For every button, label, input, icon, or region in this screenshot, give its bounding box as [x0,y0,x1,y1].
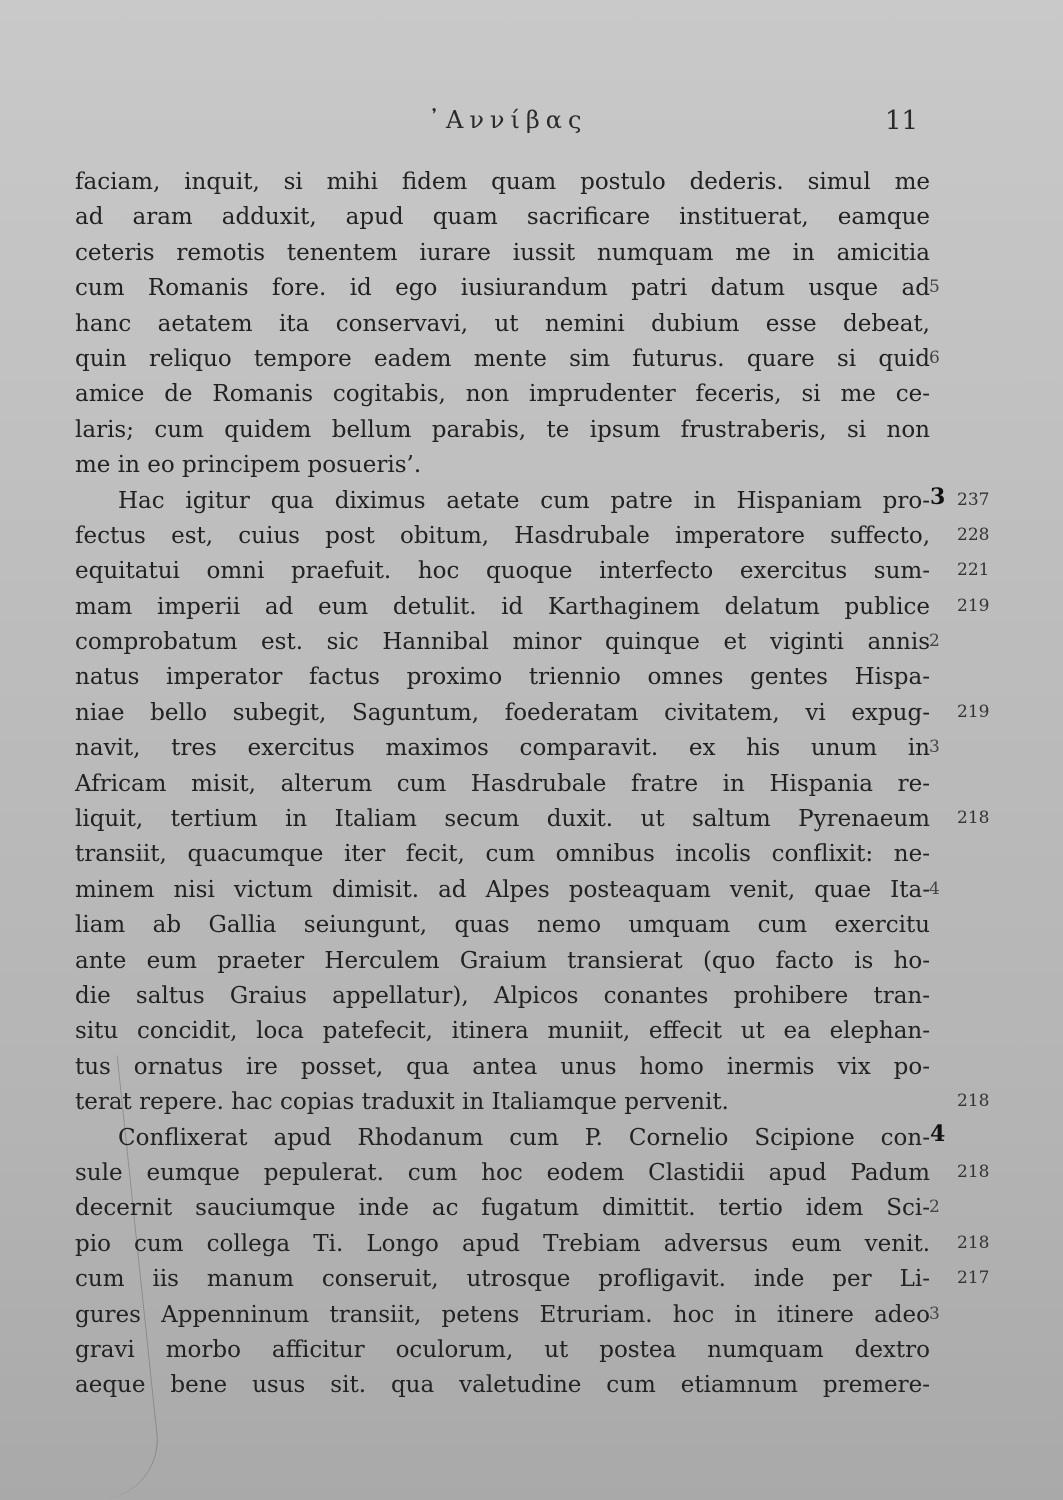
margin-line-number: 4 [929,878,940,899]
text-line [0,271,1063,306]
line-text: faciam, inquit, si mihi fidem quam postulo dederis. simul me [75,169,930,195]
margin-year: 221 [957,560,990,581]
margin-year: 219 [957,595,990,616]
line-text: amice de Romanis cogitabis, non imprudenter feceris, si me ce- [75,381,930,408]
text-line [0,1262,1063,1297]
text-line [0,1050,1063,1085]
line-text: aeque bene usus sit. qua valetudine cum etiamnum premere- [75,1372,930,1399]
text-line [0,837,1063,872]
running-header [0,100,1063,140]
line-text: decernit sauciumque inde ac fugatum dimittit. tertio idem Sci- [75,1195,930,1222]
line-text: ante eum praeter Herculem Graium transierat (quo facto is ho- [75,947,930,974]
text-line [0,413,1063,448]
line-text: ceteris remotis tenentem iurare iussit numquam me in amicitia [75,239,930,266]
margin-year: 228 [957,524,990,545]
text-line [0,1227,1063,1262]
section-number: 4 [930,1120,946,1147]
text-line [0,1191,1063,1226]
line-text: Conflixerat apud Rhodanum cum P. Cornelio Scipione con- [118,1124,930,1151]
line-text: ad aram adduxit, apud quam sacrificare instituerat, eamque [75,204,930,231]
text-line [0,448,1063,483]
margin-year: 219 [957,701,990,722]
running-title: ᾿Αννίβας [428,106,588,134]
text-line [0,660,1063,695]
section-number: 3 [930,483,946,510]
text-line [0,625,1063,660]
line-text: liquit, tertium in Italiam secum duxit. ut saltum Pyrenaeum [75,806,930,833]
line-text: gures Appenninum transiit, petens Etruriam. hoc in itinere adeo [75,1301,930,1328]
text-line [0,307,1063,342]
text-line [0,908,1063,943]
text-line [0,1014,1063,1049]
text-line [0,767,1063,802]
line-text: die saltus Graius appellatur), Alpicos conantes prohibere tran- [75,982,930,1009]
page-number: 11 [885,106,919,136]
margin-year: 217 [957,1268,990,1289]
line-text: minem nisi victum dimisit. ad Alpes posteaquam venit, quae Ita- [75,876,930,903]
margin-year: 218 [957,1091,990,1112]
line-text: me in eo principem posueris’. [75,452,422,479]
margin-line-number: 2 [929,631,940,652]
text-line [0,944,1063,979]
text-line [0,1156,1063,1191]
margin-year: 218 [957,1161,990,1182]
line-text: liam ab Gallia seiungunt, quas nemo umquam cum exercitu [75,912,930,939]
line-text: cum iis manum conseruit, utrosque profligavit. inde per Li- [75,1266,930,1293]
line-text: mam imperii ad eum detulit. id Karthaginem delatum publice [75,593,930,620]
line-text: Africam misit, alterum cum Hasdrubale fratre in Hispania re- [75,770,930,797]
text-line [0,1298,1063,1333]
text-line [0,200,1063,235]
line-text: equitatui omni praefuit. hoc quoque interfecto exercitus sum- [75,558,930,585]
text-line [0,1121,1063,1156]
line-text: pio cum collega Ti. Longo apud Trebiam adversus eum venit. [75,1230,930,1257]
body-text [0,165,1063,1404]
text-line [0,802,1063,837]
margin-line-number: 3 [929,737,940,758]
line-text: cum Romanis fore. id ego iusiurandum patri datum usque ad [75,275,930,302]
text-line [0,342,1063,377]
line-text: quin reliquo tempore eadem mente sim futurus. quare si quid [75,345,930,372]
line-text: laris; cum quidem bellum parabis, te ipsum frustraberis, si non [75,416,930,443]
line-text: comprobatum est. sic Hannibal minor quinque et viginti annis [75,629,930,656]
text-line [0,554,1063,589]
line-text: sule eumque pepulerat. cum hoc eodem Clastidii apud Padum [75,1159,930,1186]
margin-year: 218 [957,808,990,829]
line-text: gravi morbo afficitur oculorum, ut postea numquam dextro [75,1336,930,1363]
line-text: Hac igitur qua diximus aetate cum patre in Hispaniam pro- [118,487,930,514]
text-line [0,236,1063,271]
text-line [0,1333,1063,1368]
margin-line-number: 2 [929,1197,940,1218]
text-line [0,979,1063,1014]
line-text: fectus est, cuius post obitum, Hasdrubale imperatore suffecto, [75,522,930,549]
text-line [0,1085,1063,1120]
line-text: terat repere. hac copias traduxit in Italiamque pervenit. [75,1089,729,1116]
line-text: situ concidit, loca patefecit, itinera muniit, effecit ut ea elephan- [75,1018,930,1045]
margin-line-number: 3 [929,1303,940,1324]
margin-line-number: 5 [929,277,940,298]
text-line [0,165,1063,200]
line-text: natus imperator factus proximo triennio omnes gentes Hispa- [75,664,930,691]
margin-line-number: 6 [929,347,940,368]
line-text: transiit, quacumque iter fecit, cum omnibus incolis conflixit: ne- [75,841,930,868]
margin-year: 237 [957,489,990,510]
line-text: tus ornatus ire posset, qua antea unus homo inermis vix po- [75,1053,930,1080]
text-line [0,484,1063,519]
text-line [0,731,1063,766]
line-text: hanc aetatem ita conservavi, ut nemini dubium esse debeat, [75,310,930,337]
margin-year: 218 [957,1232,990,1253]
text-line [0,377,1063,412]
text-line [0,519,1063,554]
text-line [0,1368,1063,1403]
text-line [0,590,1063,625]
text-line [0,873,1063,908]
line-text: navit, tres exercitus maximos comparavit. ex his unum in [75,735,930,762]
line-text: niae bello subegit, Saguntum, foederatam civitatem, vi expug- [75,699,930,726]
text-line [0,696,1063,731]
